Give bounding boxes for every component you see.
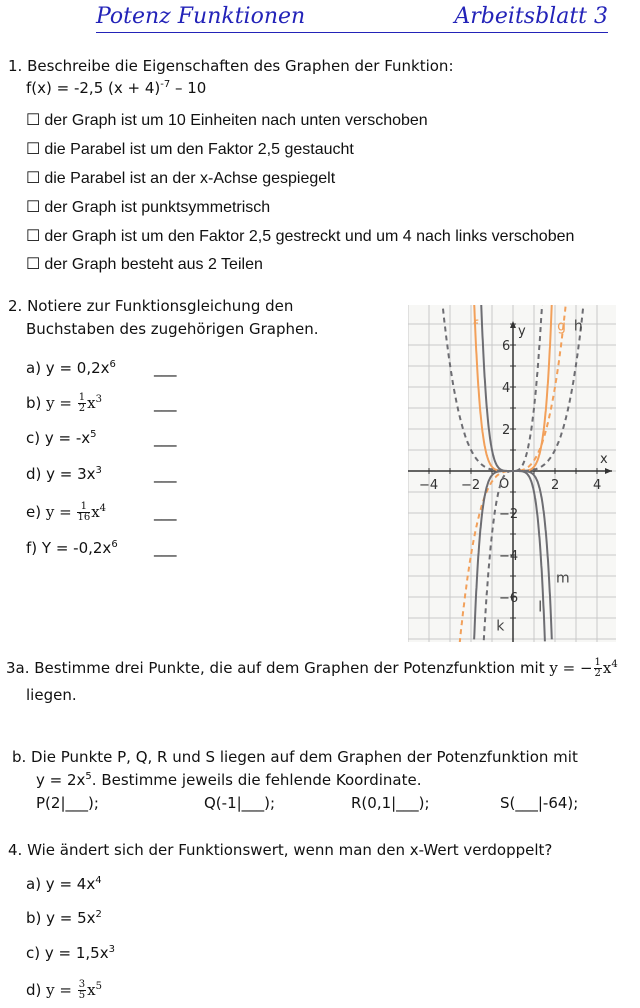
option-label: die Parabel ist um den Faktor 2,5 gestaucht [44, 141, 354, 158]
option-label: die Parabel ist an der x-Achse gespiegelt [44, 170, 336, 187]
x-tick-label: −2 [461, 478, 481, 493]
option-label: der Graph ist punktsymmetrisch [44, 199, 271, 216]
q3b-line2 [36, 770, 421, 790]
exponent: 4 [99, 503, 107, 514]
option-label: der Graph ist um den Faktor 2,5 gestreckt und um 4 nach links verschoben [44, 228, 575, 245]
item-label: f) Y = -0,2x [26, 539, 112, 557]
item-label: a) y = 4x [26, 875, 96, 893]
y-tick-label: 2 [502, 423, 511, 438]
equation-lhs: y = [46, 981, 77, 999]
curve-label-h: h [573, 318, 583, 335]
exponent: 3 [95, 465, 102, 476]
power-function-graph [408, 305, 616, 642]
q2-prompt-line1: 2. Notiere zur Funktionsgleichung den [8, 297, 294, 315]
checkbox-icon[interactable]: ☐ [26, 199, 41, 216]
item-label: b) y = 5x [26, 909, 96, 927]
point-p: P(2|___); [36, 794, 99, 812]
q3b-function: y = 2x [36, 771, 86, 789]
q4-equation-a [26, 874, 102, 894]
checkbox-icon[interactable]: ☐ [26, 228, 41, 245]
q2-equation-b [26, 393, 102, 414]
q1-option[interactable] [26, 198, 270, 218]
x-tick-label: 4 [593, 478, 602, 493]
title-topic: Potenz Funktionen [96, 4, 306, 29]
worksheet-title [96, 4, 608, 33]
y-axis-label: y [518, 324, 526, 339]
curve-label-f: f [473, 318, 479, 335]
q3a-exp: 4 [611, 659, 618, 670]
fraction-denominator: 16 [77, 512, 91, 523]
q2-equation-f [26, 538, 118, 558]
q3b-instruction: . Bestimme jeweils die fehlende Koordinate. [91, 771, 422, 789]
fraction [78, 980, 86, 1001]
fraction-denominator: 5 [78, 990, 86, 1001]
origin-label: O [499, 477, 510, 492]
curve-label-k: k [496, 618, 505, 635]
q3a-var: x [602, 659, 612, 677]
q1-option[interactable] [26, 111, 428, 131]
curve-label-l: l [538, 599, 543, 616]
point-s: S(___|-64); [500, 794, 579, 812]
checkbox-icon[interactable]: ☐ [26, 141, 41, 158]
q3b-line1: b. Die Punkte P, Q, R und S liegen auf dem Graphen der Potenzfunktion mit [12, 748, 578, 766]
y-tick-label: −2 [499, 507, 519, 522]
q2-prompt-line2: Buchstaben des zugehörigen Graphen. [26, 320, 319, 338]
answer-blank[interactable]: ___ [154, 359, 177, 377]
checkbox-icon[interactable]: ☐ [26, 256, 41, 273]
answer-blank[interactable]: ___ [154, 503, 177, 521]
equation-variable: x [91, 503, 100, 521]
exponent: 6 [109, 359, 116, 370]
item-label: d) y = 3x [26, 465, 96, 483]
exponent: 3 [108, 944, 115, 955]
fraction-denominator: 2 [594, 668, 601, 679]
y-tick-label: −6 [499, 591, 519, 606]
y-tick-label: −4 [499, 549, 519, 564]
exponent: 4 [95, 875, 102, 886]
answer-blank[interactable]: ___ [154, 429, 177, 447]
q2-equation-a [26, 358, 116, 378]
q3b-exp: 5 [85, 771, 92, 782]
item-label: c) y = -x [26, 429, 91, 447]
equation-lhs: y = [45, 503, 77, 521]
fraction-numerator: 1 [594, 657, 601, 668]
q1-option[interactable] [26, 255, 263, 275]
fraction [77, 502, 90, 523]
exponent: 6 [111, 539, 118, 550]
answer-blank[interactable]: ___ [154, 539, 177, 557]
q1-function-tail: – 10 [170, 79, 207, 97]
q4-equation-d [26, 980, 102, 1001]
checkbox-icon[interactable]: ☐ [26, 112, 41, 129]
equation-variable: x [87, 394, 96, 412]
x-tick-label: 2 [551, 478, 560, 493]
exponent: 2 [95, 909, 102, 920]
fraction-denominator: 2 [78, 403, 86, 414]
q1-function-exp: -7 [160, 79, 171, 90]
q4-prompt: 4. Wie ändert sich der Funktionswert, wenn man den x-Wert verdoppelt? [8, 841, 553, 859]
option-label: der Graph besteht aus 2 Teilen [44, 256, 263, 273]
title-sheet-number: Arbeitsblatt 3 [454, 4, 608, 29]
q1-option[interactable] [26, 227, 574, 247]
point-q: Q(-1|___); [204, 794, 276, 812]
q1-prompt: 1. Beschreibe die Eigenschaften des Graphen der Funktion: [8, 57, 454, 75]
q1-function [26, 78, 206, 98]
fraction-numerator: 1 [78, 392, 86, 403]
option-label: der Graph ist um 10 Einheiten nach unten verschoben [44, 112, 428, 129]
point-r: R(0,1|___); [351, 794, 430, 812]
equation-variable: x [87, 981, 96, 999]
q1-option[interactable] [26, 140, 354, 160]
q4-equation-b [26, 908, 102, 928]
q3a-fraction [594, 658, 602, 679]
fraction [78, 393, 86, 414]
exponent: 5 [90, 429, 97, 440]
exponent: 3 [95, 394, 102, 405]
q3a-line1 [6, 658, 618, 679]
q1-option[interactable] [26, 169, 335, 189]
q3a-lhs: y = − [549, 659, 593, 677]
curve-label-g: g [557, 318, 566, 335]
y-tick-label: 6 [502, 339, 511, 354]
item-label: b) [26, 394, 47, 412]
q3a-text: 3a. Bestimme drei Punkte, die auf dem Graphen der Potenzfunktion mit [6, 659, 550, 677]
fraction-numerator: 1 [77, 502, 90, 513]
exponent: 5 [95, 981, 102, 992]
answer-blank[interactable]: ___ [154, 465, 177, 483]
x-axis-arrow-icon [605, 468, 612, 474]
x-tick-label: −4 [419, 478, 439, 493]
q2-equation-e [26, 502, 106, 523]
item-label: c) y = 1,5x [26, 944, 109, 962]
item-label: e) [26, 503, 46, 521]
q4-equation-c [26, 943, 115, 963]
item-label: d) [26, 981, 47, 999]
answer-blank[interactable]: ___ [154, 394, 177, 412]
fraction-numerator: 3 [78, 979, 86, 990]
checkbox-icon[interactable]: ☐ [26, 170, 41, 187]
q1-function-base: f(x) = -2,5 (x + 4) [26, 79, 161, 97]
q3a-line2: liegen. [26, 686, 77, 704]
q2-equation-c [26, 428, 97, 448]
q2-equation-d [26, 464, 102, 484]
curve-label-m: m [556, 570, 570, 587]
equation-lhs: y = [46, 394, 77, 412]
x-axis-label: x [600, 452, 608, 467]
y-tick-label: 4 [502, 381, 511, 396]
item-label: a) y = 0,2x [26, 359, 110, 377]
